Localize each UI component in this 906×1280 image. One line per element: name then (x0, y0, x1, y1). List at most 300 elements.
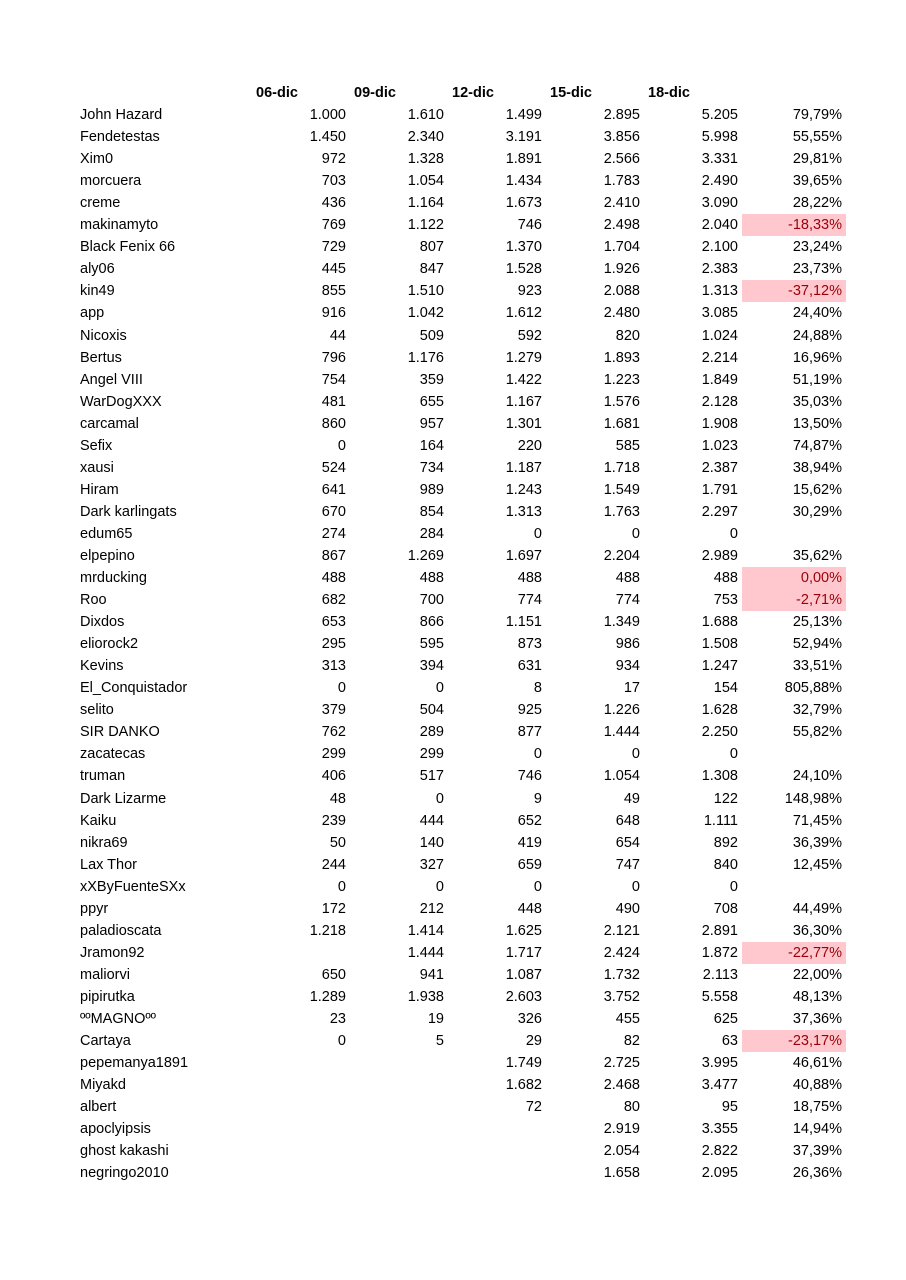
score-15-dic: 0 (631, 525, 640, 542)
header-row (76, 82, 846, 104)
score-09-dic: 1.610 (407, 107, 444, 124)
table-row (76, 964, 846, 986)
score-12-dic: 1.087 (505, 966, 542, 983)
growth-percent: 44,49% (792, 900, 842, 917)
score-15-dic: 648 (615, 812, 640, 829)
score-12-dic: 652 (517, 812, 542, 829)
score-06-dic: 239 (321, 812, 346, 829)
score-09-dic: 1.328 (407, 151, 444, 168)
score-06-dic: 670 (321, 503, 346, 520)
score-12-dic: 1.151 (505, 614, 542, 631)
growth-percent: 51,19% (792, 371, 842, 388)
score-12-dic (448, 1140, 546, 1162)
score-09-dic: 1.269 (407, 548, 444, 564)
growth-percent: 15,62% (792, 481, 842, 498)
score-12-dic: 0 (533, 746, 542, 763)
table-row (76, 567, 846, 589)
table-row (76, 1096, 846, 1118)
score-15-dic: 2.566 (603, 151, 640, 168)
score-12-dic: 923 (517, 283, 542, 300)
score-06-dic: 0 (337, 1033, 346, 1050)
growth-percent: 38,94% (792, 459, 842, 476)
score-06-dic: 436 (321, 195, 346, 212)
score-06-dic (252, 1140, 350, 1162)
score-18-dic: 2.989 (701, 548, 738, 564)
score-18-dic: 2.297 (701, 503, 738, 520)
score-09-dic: 359 (419, 371, 444, 388)
score-15-dic: 0 (631, 746, 640, 763)
player-name: albert (80, 1099, 117, 1116)
table-row (76, 325, 846, 347)
score-06-dic: 445 (321, 261, 346, 278)
score-09-dic: 854 (419, 503, 444, 520)
table-row (76, 1162, 846, 1184)
player-name: WarDogXXX (80, 393, 162, 410)
score-06-dic: 172 (321, 900, 346, 917)
table-row (76, 765, 846, 787)
score-15-dic: 2.410 (603, 195, 640, 212)
growth-percent: 39,65% (792, 173, 842, 190)
score-09-dic: 444 (419, 812, 444, 829)
score-09-dic: 164 (419, 437, 444, 454)
scores-table (76, 82, 846, 1184)
player-name: paladioscata (80, 922, 162, 939)
score-09-dic: 5 (435, 1033, 444, 1050)
score-06-dic: 48 (329, 790, 346, 807)
score-09-dic: 989 (419, 481, 444, 498)
table-row (76, 501, 846, 523)
header-date-09: 09-dic (354, 85, 396, 102)
score-09-dic: 1.164 (407, 195, 444, 212)
score-18-dic: 0 (729, 746, 738, 763)
score-12-dic: 1.422 (505, 371, 542, 388)
score-12-dic: 1.528 (505, 261, 542, 278)
score-09-dic: 327 (419, 856, 444, 873)
score-15-dic: 1.926 (603, 261, 640, 278)
score-06-dic (252, 1052, 350, 1074)
score-15-dic: 2.895 (603, 107, 640, 124)
growth-percent: 26,36% (792, 1165, 842, 1182)
score-15-dic: 82 (623, 1033, 640, 1050)
header-date-18: 18-dic (648, 85, 690, 102)
player-name: morcuera (80, 173, 142, 190)
growth-percent: 46,61% (792, 1055, 842, 1072)
score-12-dic: 631 (517, 658, 542, 675)
score-15-dic: 2.054 (603, 1143, 640, 1160)
score-06-dic (252, 1096, 350, 1118)
table-row (76, 810, 846, 832)
player-name: Fendetestas (80, 129, 160, 146)
growth-percent: 148,98% (784, 790, 842, 807)
table-row (76, 1074, 846, 1096)
score-06-dic: 524 (321, 459, 346, 476)
growth-percent: 23,73% (792, 261, 842, 278)
score-09-dic: 655 (419, 393, 444, 410)
score-09-dic: 1.054 (407, 173, 444, 190)
growth-percent: 23,24% (792, 239, 842, 256)
growth-percent: 33,51% (792, 658, 842, 675)
player-name: John Hazard (80, 107, 163, 124)
score-18-dic: 5.558 (701, 988, 738, 1005)
growth-percent: 40,88% (792, 1077, 842, 1094)
growth-percent: 24,40% (792, 305, 842, 322)
score-15-dic: 1.893 (603, 349, 640, 366)
score-15-dic: 934 (615, 658, 640, 675)
player-name: Cartaya (80, 1033, 131, 1050)
score-06-dic: 650 (321, 966, 346, 983)
growth-percent (742, 743, 846, 765)
growth-percent: 25,13% (792, 614, 842, 631)
score-12-dic: 419 (517, 834, 542, 851)
growth-percent: 18,75% (792, 1099, 842, 1116)
table-row (76, 302, 846, 324)
table-row (76, 479, 846, 501)
score-18-dic: 2.040 (701, 217, 738, 234)
score-15-dic: 1.704 (603, 239, 640, 256)
score-09-dic (350, 1096, 448, 1118)
score-06-dic: 379 (321, 702, 346, 719)
score-12-dic: 72 (525, 1099, 542, 1116)
score-06-dic: 274 (321, 525, 346, 542)
score-06-dic: 916 (321, 305, 346, 322)
table-row (76, 788, 846, 810)
player-name: Hiram (80, 481, 119, 498)
player-name: ººMAGNOºº (80, 1010, 156, 1027)
growth-percent: 71,45% (792, 812, 842, 829)
score-12-dic: 1.612 (505, 305, 542, 322)
score-15-dic: 2.725 (603, 1055, 640, 1072)
score-12-dic: 1.279 (505, 349, 542, 366)
score-09-dic: 1.042 (407, 305, 444, 322)
player-name: truman (80, 768, 126, 785)
score-12-dic: 448 (517, 900, 542, 917)
score-18-dic: 2.490 (701, 173, 738, 190)
table-row (76, 126, 846, 148)
score-06-dic: 488 (321, 570, 346, 587)
score-06-dic: 406 (321, 768, 346, 785)
score-12-dic: 0 (533, 525, 542, 542)
score-15-dic: 747 (615, 856, 640, 873)
score-18-dic: 1.247 (701, 658, 738, 675)
table-row (76, 280, 846, 302)
score-09-dic: 517 (419, 768, 444, 785)
score-12-dic: 746 (517, 768, 542, 785)
score-15-dic: 488 (615, 570, 640, 587)
score-09-dic: 140 (419, 834, 444, 851)
growth-percent: 24,10% (792, 768, 842, 785)
score-06-dic: 754 (321, 371, 346, 388)
score-09-dic: 1.176 (407, 349, 444, 366)
score-18-dic: 1.023 (701, 437, 738, 454)
score-15-dic: 585 (615, 437, 640, 454)
score-06-dic: 481 (321, 393, 346, 410)
table-row (76, 1140, 846, 1162)
score-15-dic: 820 (615, 327, 640, 344)
player-name: kin49 (80, 283, 115, 300)
score-09-dic: 509 (419, 327, 444, 344)
score-09-dic: 1.938 (407, 988, 444, 1005)
player-name: selito (80, 702, 114, 719)
table-row (76, 1008, 846, 1030)
growth-percent: 14,94% (792, 1121, 842, 1138)
table-row (76, 633, 846, 655)
player-name: ppyr (80, 900, 109, 917)
table-row (76, 699, 846, 721)
score-12-dic: 8 (533, 680, 542, 697)
score-06-dic (252, 1118, 350, 1140)
score-09-dic: 595 (419, 636, 444, 653)
score-06-dic: 1.000 (309, 107, 346, 124)
score-18-dic: 1.628 (701, 702, 738, 719)
growth-percent: 74,87% (792, 437, 842, 454)
score-06-dic: 1.289 (309, 988, 346, 1005)
player-name: eliorock2 (80, 636, 139, 653)
score-12-dic: 1.434 (505, 173, 542, 190)
score-12-dic: 2.603 (505, 988, 542, 1005)
score-18-dic: 2.387 (701, 459, 738, 476)
score-12-dic: 1.187 (505, 459, 542, 476)
player-name: Xim0 (80, 151, 114, 168)
table-row (76, 391, 846, 413)
score-18-dic: 63 (721, 1033, 738, 1050)
table-row (76, 148, 846, 170)
player-name: Jramon92 (80, 944, 145, 961)
header-date-15: 15-dic (550, 85, 592, 102)
table-row (76, 545, 846, 567)
score-06-dic: 653 (321, 614, 346, 631)
player-name: ghost kakashi (80, 1143, 169, 1160)
table-row (76, 655, 846, 677)
growth-percent: 35,62% (792, 548, 842, 564)
growth-percent: 29,81% (792, 151, 842, 168)
score-12-dic: 1.301 (505, 415, 542, 432)
score-15-dic: 2.919 (603, 1121, 640, 1138)
score-15-dic: 1.763 (603, 503, 640, 520)
player-name: Lax Thor (80, 856, 137, 873)
score-09-dic: 289 (419, 724, 444, 741)
score-18-dic: 488 (713, 570, 738, 587)
score-12-dic: 1.717 (505, 944, 542, 961)
player-name: Black Fenix 66 (80, 239, 176, 256)
table-row (76, 170, 846, 192)
player-name: makinamyto (80, 217, 159, 234)
score-12-dic: 873 (517, 636, 542, 653)
player-name: negringo2010 (80, 1165, 169, 1182)
table-row (76, 832, 846, 854)
table-row (76, 258, 846, 280)
table-row (76, 677, 846, 699)
growth-percent: 48,13% (792, 988, 842, 1005)
table-body (76, 104, 846, 1184)
score-09-dic: 284 (419, 525, 444, 542)
score-12-dic: 1.749 (505, 1055, 542, 1072)
score-09-dic: 2.340 (407, 129, 444, 146)
score-18-dic: 753 (713, 592, 738, 609)
growth-percent: 36,39% (792, 834, 842, 851)
score-12-dic: 877 (517, 724, 542, 741)
score-15-dic: 80 (623, 1099, 640, 1116)
player-name: pepemanya1891 (80, 1055, 189, 1072)
score-12-dic: 592 (517, 327, 542, 344)
score-15-dic: 49 (623, 790, 640, 807)
score-12-dic: 0 (533, 878, 542, 895)
score-18-dic: 154 (713, 680, 738, 697)
score-18-dic: 1.791 (701, 481, 738, 498)
score-15-dic: 490 (615, 900, 640, 917)
growth-percent: -18,33% (742, 214, 846, 236)
table-row (76, 214, 846, 236)
score-06-dic: 295 (321, 636, 346, 653)
score-15-dic: 1.681 (603, 415, 640, 432)
player-name: Sefix (80, 437, 113, 454)
score-12-dic: 1.370 (505, 239, 542, 256)
score-09-dic: 1.414 (407, 922, 444, 939)
score-09-dic: 847 (419, 261, 444, 278)
score-18-dic: 3.331 (701, 151, 738, 168)
score-09-dic: 504 (419, 702, 444, 719)
growth-percent: 55,82% (792, 724, 842, 741)
score-15-dic: 3.752 (603, 988, 640, 1005)
score-06-dic: 313 (321, 658, 346, 675)
score-09-dic: 957 (419, 415, 444, 432)
player-name: El_Conquistador (80, 680, 188, 697)
growth-percent: 13,50% (792, 415, 842, 432)
player-name: zacatecas (80, 746, 146, 763)
score-18-dic: 1.308 (701, 768, 738, 785)
growth-percent: 52,94% (792, 636, 842, 653)
growth-percent (742, 523, 846, 545)
score-09-dic: 212 (419, 900, 444, 917)
score-12-dic: 774 (517, 592, 542, 609)
score-18-dic: 2.100 (701, 239, 738, 256)
score-06-dic: 50 (329, 834, 346, 851)
growth-percent: 55,55% (792, 129, 842, 146)
table-row (76, 920, 846, 942)
score-09-dic: 941 (419, 966, 444, 983)
score-06-dic: 244 (321, 856, 346, 873)
growth-percent: 32,79% (792, 702, 842, 719)
score-18-dic: 3.090 (701, 195, 738, 212)
table-row (76, 986, 846, 1008)
growth-percent: 28,22% (792, 195, 842, 212)
score-09-dic: 0 (435, 680, 444, 697)
score-12-dic: 1.313 (505, 503, 542, 520)
table-row (76, 413, 846, 435)
player-name: Dark Lizarme (80, 790, 167, 807)
score-06-dic: 855 (321, 283, 346, 300)
player-name: xXByFuenteSXx (80, 878, 186, 895)
table-row (76, 236, 846, 258)
growth-percent: 805,88% (784, 680, 842, 697)
score-12-dic: 1.682 (505, 1077, 542, 1094)
table-row (76, 369, 846, 391)
growth-percent: 24,88% (792, 327, 842, 344)
score-18-dic: 1.024 (701, 327, 738, 344)
growth-percent: 0,00% (742, 567, 846, 589)
score-15-dic: 654 (615, 834, 640, 851)
score-18-dic: 5.998 (701, 129, 738, 146)
player-name: Miyakd (80, 1077, 126, 1094)
score-06-dic: 703 (321, 173, 346, 190)
score-18-dic: 892 (713, 834, 738, 851)
score-15-dic: 1.223 (603, 371, 640, 388)
score-09-dic: 19 (427, 1010, 444, 1027)
table-row (76, 523, 846, 545)
score-18-dic: 1.111 (703, 812, 738, 829)
table-row (76, 347, 846, 369)
score-15-dic: 1.226 (603, 702, 640, 719)
score-15-dic: 3.856 (603, 129, 640, 146)
growth-percent: 12,45% (792, 856, 842, 873)
table-row (76, 876, 846, 898)
score-18-dic: 1.688 (701, 614, 738, 631)
score-09-dic: 807 (419, 239, 444, 256)
score-15-dic: 455 (615, 1010, 640, 1027)
player-name: Dark karlingats (80, 503, 177, 520)
score-06-dic: 44 (329, 327, 346, 344)
score-18-dic: 2.891 (701, 922, 738, 939)
player-name: edum65 (80, 525, 133, 542)
table-row (76, 1052, 846, 1074)
score-15-dic: 2.088 (603, 283, 640, 300)
score-06-dic: 0 (337, 437, 346, 454)
score-09-dic: 1.444 (407, 944, 444, 961)
score-15-dic: 1.732 (603, 966, 640, 983)
growth-percent: 16,96% (792, 349, 842, 366)
player-name: app (80, 305, 105, 322)
score-18-dic: 5.205 (701, 107, 738, 124)
score-18-dic: 2.250 (701, 724, 738, 741)
score-12-dic: 326 (517, 1010, 542, 1027)
score-18-dic: 1.849 (701, 371, 738, 388)
score-06-dic: 729 (321, 239, 346, 256)
table-row (76, 721, 846, 743)
score-09-dic: 1.510 (407, 283, 444, 300)
score-06-dic: 23 (329, 1010, 346, 1027)
growth-percent (742, 876, 846, 898)
score-15-dic: 1.349 (603, 614, 640, 631)
score-06-dic: 796 (321, 349, 346, 366)
score-06-dic (252, 942, 350, 964)
score-09-dic: 394 (419, 658, 444, 675)
player-name: apoclyipsis (80, 1121, 151, 1138)
score-12-dic: 488 (517, 570, 542, 587)
score-12-dic: 9 (533, 790, 542, 807)
score-15-dic: 774 (615, 592, 640, 609)
score-06-dic (252, 1162, 350, 1184)
table-row (76, 435, 846, 457)
score-09-dic: 1.122 (407, 217, 444, 234)
score-18-dic: 1.313 (701, 283, 738, 300)
score-15-dic: 2.468 (603, 1077, 640, 1094)
score-15-dic: 1.444 (603, 724, 640, 741)
table-row (76, 898, 846, 920)
score-09-dic (350, 1140, 448, 1162)
score-18-dic: 708 (713, 900, 738, 917)
score-18-dic: 3.995 (701, 1055, 738, 1072)
player-name: maliorvi (80, 966, 130, 983)
score-15-dic: 1.783 (603, 173, 640, 190)
score-12-dic: 220 (517, 437, 542, 454)
player-name: mrducking (80, 570, 147, 587)
player-name: Kevins (80, 658, 124, 675)
growth-percent: -22,77% (742, 942, 846, 964)
score-15-dic: 17 (623, 680, 640, 697)
player-name: Angel VIII (80, 371, 143, 388)
score-12-dic: 1.625 (505, 922, 542, 939)
score-09-dic: 866 (419, 614, 444, 631)
score-15-dic: 986 (615, 636, 640, 653)
